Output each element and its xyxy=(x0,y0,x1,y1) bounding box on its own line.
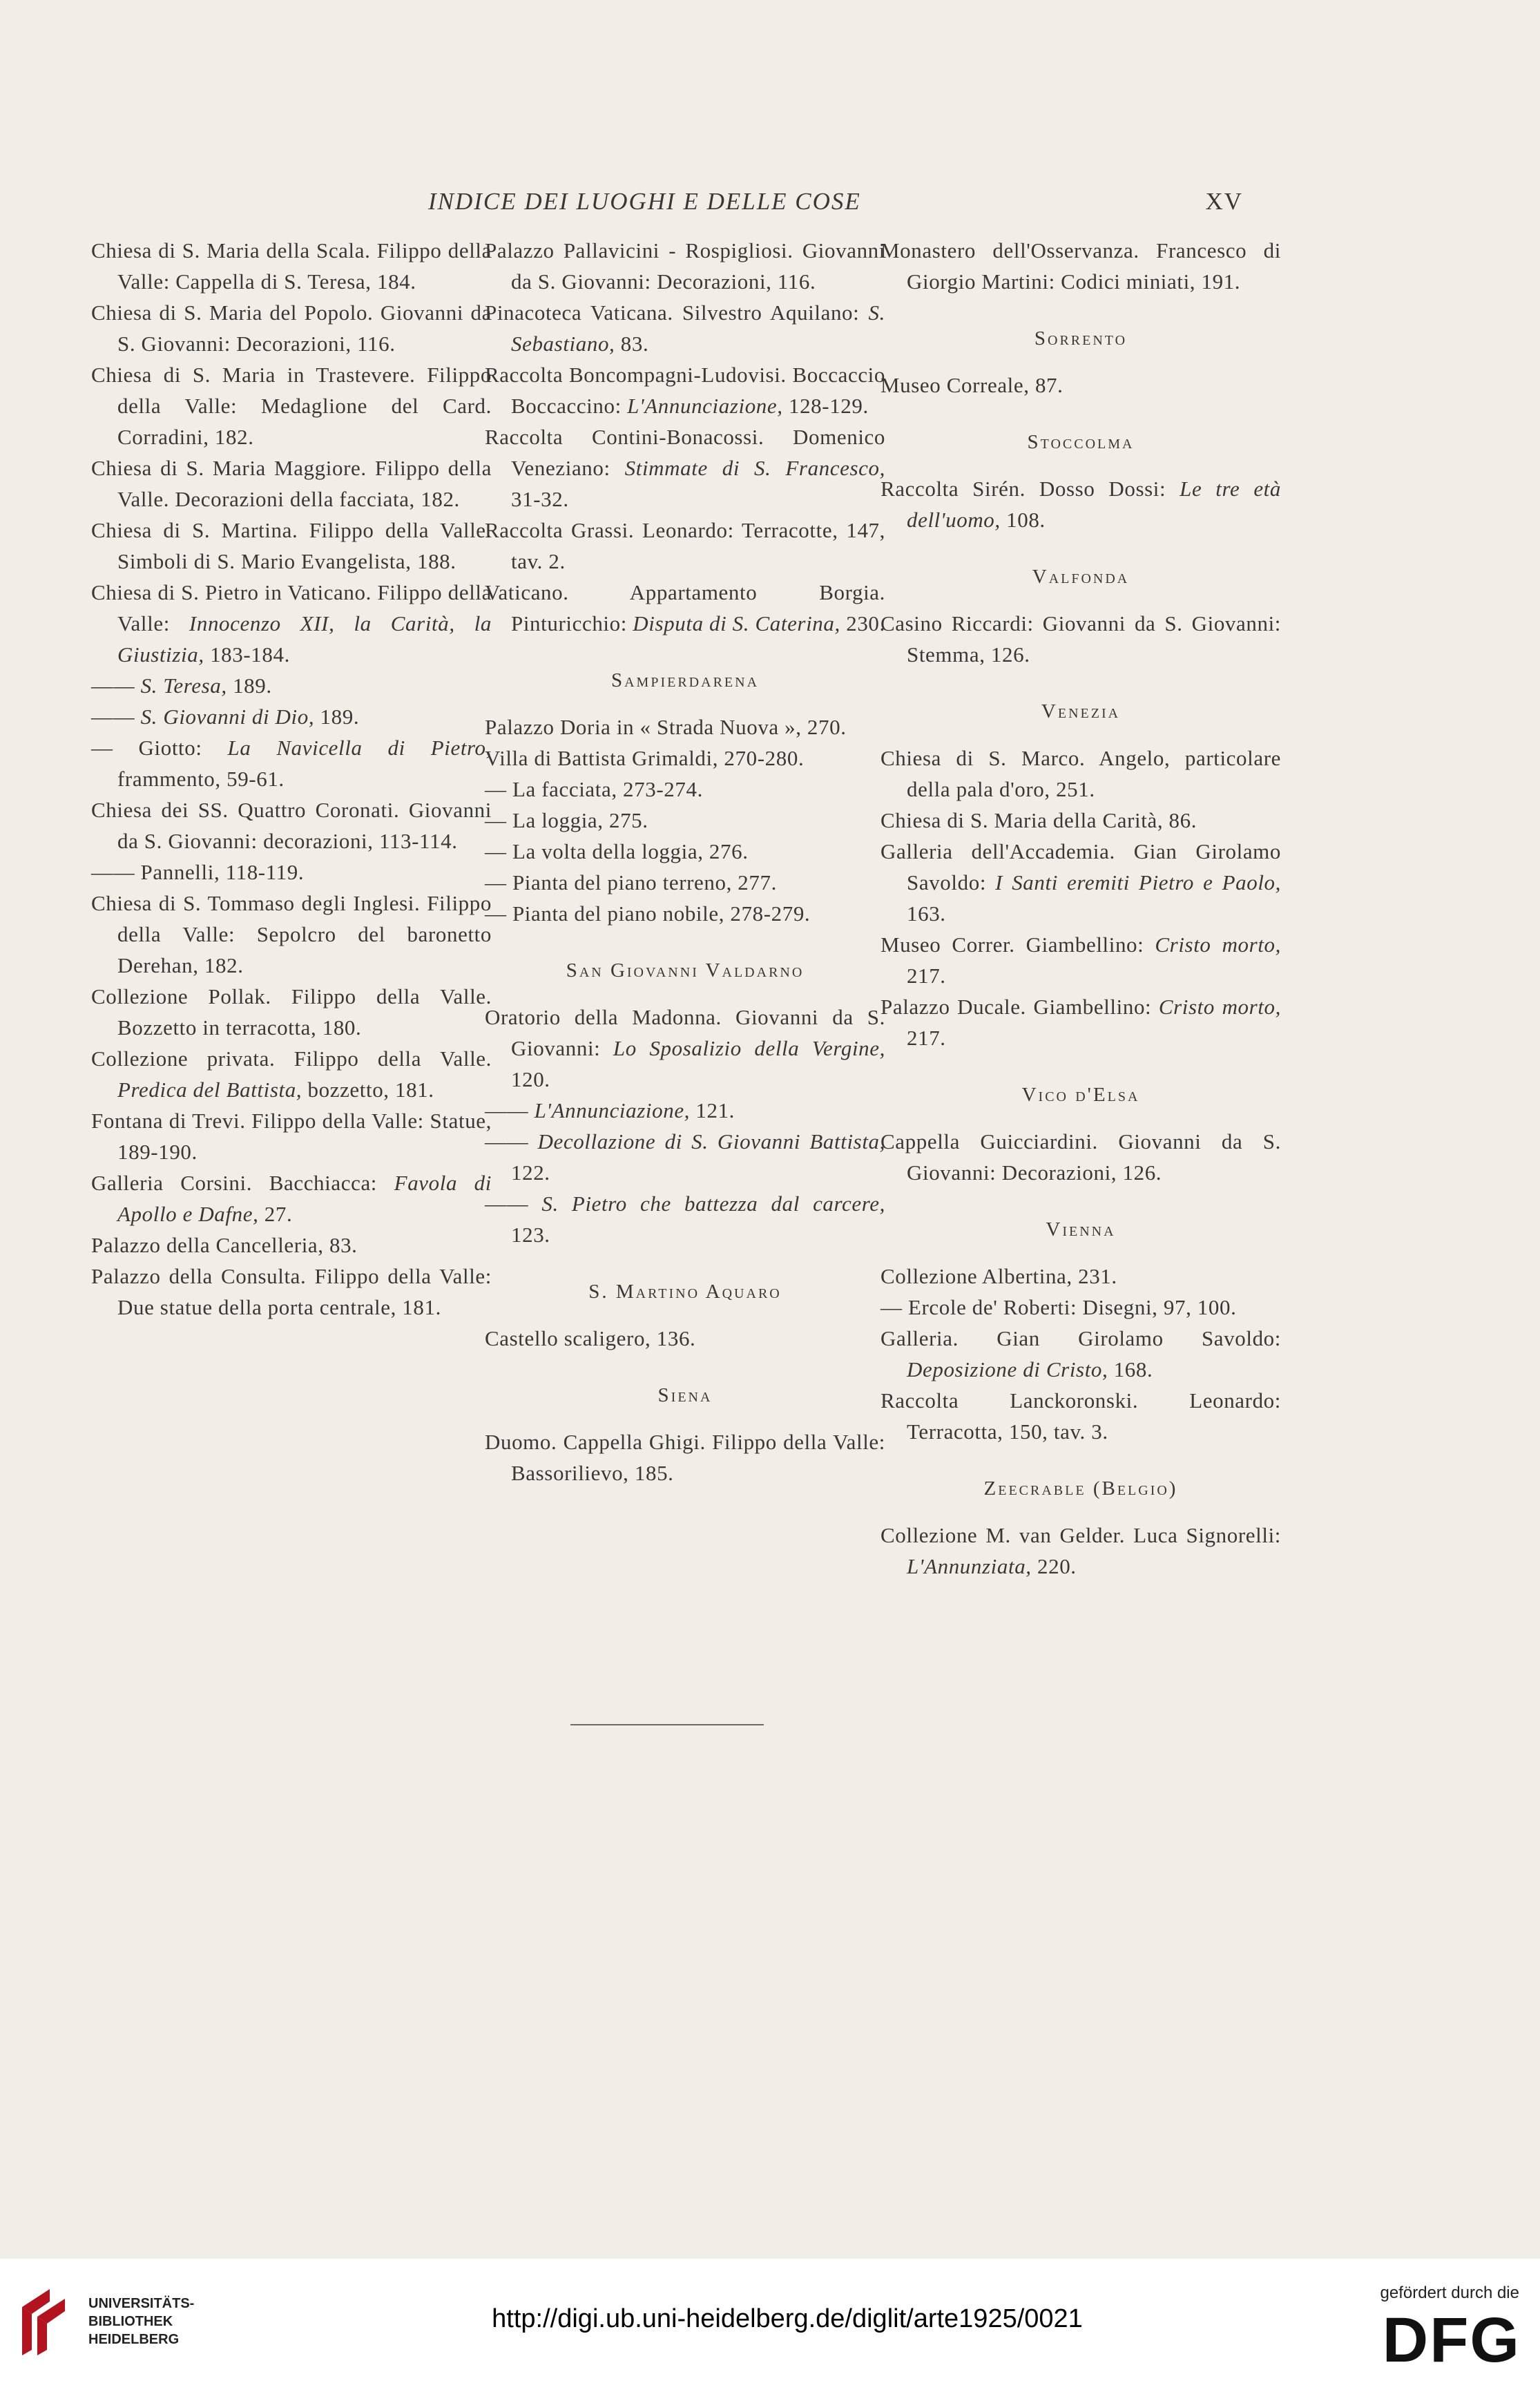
entry-text: —— xyxy=(91,705,141,729)
work-title: Disputa di S. Caterina, xyxy=(633,611,840,635)
index-entry xyxy=(880,1292,1281,1323)
index-entry xyxy=(880,1126,1281,1188)
entry-text: Galleria. Gian Girolamo Savoldo: xyxy=(880,1326,1281,1350)
work-title: S. Pietro che battezza dal carcere, xyxy=(541,1192,885,1216)
index-entry xyxy=(485,805,885,836)
digitization-footer xyxy=(0,2259,1540,2383)
index-entry xyxy=(880,743,1281,805)
work-title: S. Giovanni di Dio, xyxy=(140,705,315,729)
entry-text: —— xyxy=(485,1192,542,1216)
place-heading: Vienna xyxy=(1046,1218,1116,1241)
entry-text: Palazzo Ducale. Giambellino: xyxy=(880,995,1159,1019)
index-entry xyxy=(880,235,1281,297)
work-title: Predica del Battista, xyxy=(117,1078,302,1102)
end-rule xyxy=(570,1724,764,1725)
index-entry xyxy=(485,297,885,359)
entry-text: 217. xyxy=(907,964,946,988)
entry-text: Palazzo della Consulta. Filippo della Valle: Due statue della porta centrale, 181. xyxy=(91,1264,492,1319)
entry-text: Chiesa di S. Maria del Popolo. Giovanni da S. Giovanni: Decorazioni, 116. xyxy=(91,300,492,356)
entry-text: 27. xyxy=(258,1202,293,1226)
index-entry xyxy=(880,473,1281,535)
entry-text: 217. xyxy=(907,1026,946,1050)
index-entry xyxy=(880,1261,1281,1292)
library-name-line: HEIDELBERG xyxy=(88,2332,180,2347)
index-entry xyxy=(880,991,1281,1053)
entry-text: Museo Correr. Giambellino: xyxy=(880,932,1155,957)
running-header xyxy=(428,188,1243,216)
entry-text: Fontana di Trevi. Filippo della Valle: Statue, 189-190. xyxy=(91,1109,492,1164)
index-entry xyxy=(91,732,492,794)
place-heading: Venezia xyxy=(1041,700,1121,722)
index-entry xyxy=(880,1520,1281,1582)
place-heading: Vico d'Elsa xyxy=(1021,1084,1140,1106)
entry-text: Chiesa dei SS. Quattro Coronati. Giovanni da S. Giovanni: decorazioni, 113-114. xyxy=(91,798,492,853)
index-entry xyxy=(91,670,492,701)
work-title: Le tre età dell'uomo, xyxy=(907,477,1281,532)
index-entry xyxy=(91,1229,492,1261)
entry-text: — Pianta del piano nobile, 278-279. xyxy=(485,901,811,926)
entry-text: —— xyxy=(91,673,141,698)
work-title: Cristo morto, xyxy=(1155,932,1281,957)
work-title: I Santi eremiti Pietro e Paolo, xyxy=(995,870,1281,894)
work-title: Stimmate di S. Francesco, xyxy=(624,456,885,480)
entry-text: Raccolta Contini-Bonacossi. Domenico Veneziano: xyxy=(485,425,885,480)
entry-text: 122. xyxy=(511,1160,550,1185)
index-entry xyxy=(91,1167,492,1229)
entry-text: Collezione M. van Gelder. Luca Signorelli: xyxy=(880,1523,1281,1547)
index-entry xyxy=(485,359,885,421)
index-entry xyxy=(880,1323,1281,1385)
entry-text: Collezione Pollak. Filippo della Valle. Bozzetto in terracotta, 180. xyxy=(91,984,492,1040)
entry-text: 163. xyxy=(907,901,946,926)
index-entry xyxy=(91,888,492,981)
page-title: INDICE DEI LUOGHI E DELLE COSE xyxy=(428,188,861,215)
index-entry xyxy=(485,867,885,898)
entry-text: Museo Correale, 87. xyxy=(880,373,1063,397)
entry-text: 123. xyxy=(511,1223,550,1247)
entry-text: Pinacoteca Vaticana. Silvestro Aquilano: xyxy=(485,300,869,325)
entry-text: Vaticano. Appartamento Borgia. Pinturicchio: xyxy=(485,580,885,635)
entry-text: — Giotto: xyxy=(91,736,228,760)
entry-text: —— xyxy=(485,1098,535,1122)
entry-text: —— Pannelli, 118-119. xyxy=(91,860,305,884)
index-entry xyxy=(91,701,492,732)
library-name xyxy=(88,2295,194,2348)
place-heading: Zeecrable (Belgio) xyxy=(983,1477,1178,1500)
entry-text: 128-129. xyxy=(782,394,869,418)
place-heading: Sorrento xyxy=(1034,327,1128,350)
index-entry xyxy=(91,981,492,1043)
index-entry xyxy=(485,1002,885,1095)
library-logo-icon xyxy=(17,2286,77,2358)
place-heading: Sampierdarena xyxy=(610,669,760,691)
index-entry xyxy=(880,370,1281,401)
entry-text: — La facciata, 273-274. xyxy=(485,777,703,801)
index-entry xyxy=(880,608,1281,670)
index-entry xyxy=(485,235,885,297)
entry-text: Raccolta Boncompagni-Ludovisi. Boccaccio Boccaccino: xyxy=(485,363,885,418)
entry-text: Villa di Battista Grimaldi, 270-280. xyxy=(485,746,805,770)
entry-text: Castello scaligero, 136. xyxy=(485,1326,696,1350)
index-entry xyxy=(485,711,885,743)
index-entry xyxy=(485,1188,885,1250)
index-entry xyxy=(485,836,885,867)
entry-text: bozzetto, 181. xyxy=(302,1078,434,1102)
index-entry xyxy=(485,577,885,639)
index-entry xyxy=(91,1261,492,1323)
page-number: XV xyxy=(1205,188,1243,215)
work-title: Lo Sposalizio della Vergine, xyxy=(613,1036,885,1060)
entry-text: Chiesa di S. Maria in Trastevere. Filippo della Valle: Medaglione del Card. Corradini, 182. xyxy=(91,363,492,449)
library-name-line: UNIVERSITÄTS- xyxy=(88,2296,195,2311)
index-entry xyxy=(91,297,492,359)
entry-text: Chiesa di S. Tommaso degli Inglesi. Filippo della Valle: Sepolcro del baronetto Derehan, 182. xyxy=(91,891,492,977)
source-url-link[interactable]: http://digi.ub.uni-heidelberg.de/diglit/arte1925/0021 xyxy=(492,2304,1083,2333)
place-heading: San Giovanni Valdarno xyxy=(566,959,805,982)
work-title: Favola di Apollo e Dafne, xyxy=(117,1171,492,1226)
work-title: Deposizione di Cristo, xyxy=(907,1357,1108,1381)
index-entry xyxy=(91,794,492,856)
index-entry xyxy=(91,359,492,452)
entry-text: 168. xyxy=(1108,1357,1153,1381)
work-title: S. Sebastiano, xyxy=(511,300,885,356)
entry-text: 183-184. xyxy=(204,642,290,667)
entry-text: 120. xyxy=(511,1067,550,1091)
entry-text: Chiesa di S. Martina. Filippo della Valle. Simboli di S. Mario Evangelista, 188. xyxy=(91,518,492,573)
entry-text: Duomo. Cappella Ghigi. Filippo della Valle: Bassorilievo, 185. xyxy=(485,1430,885,1485)
index-entry xyxy=(485,1126,885,1188)
entry-text: 189. xyxy=(227,673,272,698)
entry-text: Galleria Corsini. Bacchiacca: xyxy=(91,1171,394,1195)
entry-text: 230. xyxy=(840,611,885,635)
entry-text: — Pianta del piano terreno, 277. xyxy=(485,870,777,894)
place-heading: Stoccolma xyxy=(1027,431,1135,453)
place-heading: Siena xyxy=(657,1384,713,1406)
place-heading: S. Martino Aquaro xyxy=(588,1281,782,1303)
index-entry xyxy=(485,1095,885,1126)
index-entry xyxy=(91,235,492,297)
entry-text: 108. xyxy=(1000,508,1046,532)
index-entry xyxy=(485,515,885,577)
dfg-logo: DFG xyxy=(1382,2305,1521,2375)
entry-text: frammento, 59-61. xyxy=(117,767,285,791)
index-entry xyxy=(880,805,1281,836)
work-title: Innocenzo XII, la Carità, la Giustizia, xyxy=(117,611,492,667)
work-title: L'Annunciazione, xyxy=(534,1098,691,1122)
entry-text: Chiesa di S. Maria della Carità, 86. xyxy=(880,808,1197,832)
work-title: Cristo morto, xyxy=(1158,995,1281,1019)
index-entry xyxy=(91,1043,492,1105)
index-entry xyxy=(880,1385,1281,1447)
entry-text: Chiesa di S. Maria Maggiore. Filippo della Valle. Decorazioni della facciata, 182. xyxy=(91,456,492,511)
funding-caption: gefördert durch die xyxy=(1380,2284,1519,2302)
entry-text: — La loggia, 275. xyxy=(485,808,648,832)
entry-text: —— xyxy=(485,1129,538,1154)
work-title: L'Annunziata, xyxy=(907,1554,1032,1578)
entry-text: — Ercole de' Roberti: Disegni, 97, 100. xyxy=(880,1295,1237,1319)
library-name-line: BIBLIOTHEK xyxy=(88,2314,173,2329)
index-column-2 xyxy=(485,235,885,1489)
entry-text: Collezione privata. Filippo della Valle. xyxy=(91,1046,492,1071)
entry-text: Casino Riccardi: Giovanni da S. Giovanni: Stemma, 126. xyxy=(880,611,1281,667)
entry-text: Cappella Guicciardini. Giovanni da S. Giovanni: Decorazioni, 126. xyxy=(880,1129,1281,1185)
index-column-3 xyxy=(880,235,1281,1582)
entry-text: Galleria dell'Accademia. Gian Girolamo Savoldo: xyxy=(880,839,1281,894)
entry-text: Raccolta Lanckoronski. Leonardo: Terracotta, 150, tav. 3. xyxy=(880,1388,1281,1444)
index-entry xyxy=(91,1105,492,1167)
entry-text: Monastero dell'Osservanza. Francesco di Giorgio Martini: Codici miniati, 191. xyxy=(880,238,1281,294)
entry-text: 189. xyxy=(314,705,360,729)
index-entry xyxy=(485,743,885,774)
work-title: Decollazione di S. Giovanni Battista, xyxy=(537,1129,885,1154)
index-entry xyxy=(485,898,885,929)
entry-text: Oratorio della Madonna. Giovanni da S. Giovanni: xyxy=(485,1005,885,1060)
work-title: L'Annunciazione, xyxy=(627,394,783,418)
work-title: La Navicella di Pietro, xyxy=(227,736,492,760)
entry-text: Collezione Albertina, 231. xyxy=(880,1264,1117,1288)
index-entry xyxy=(880,929,1281,991)
index-entry xyxy=(485,1323,885,1354)
entry-text: Palazzo della Cancelleria, 83. xyxy=(91,1233,358,1257)
place-heading: Valfonda xyxy=(1032,566,1130,588)
entry-text: 121. xyxy=(690,1098,735,1122)
entry-text: Palazzo Doria in « Strada Nuova », 270. xyxy=(485,715,847,739)
index-entry xyxy=(880,836,1281,929)
entry-text: Chiesa di S. Maria della Scala. Filippo della Valle: Cappella di S. Teresa, 184. xyxy=(91,238,492,294)
entry-text: Raccolta Grassi. Leonardo: Terracotte, 147, tav. 2. xyxy=(485,518,885,573)
entry-text: 31-32. xyxy=(511,487,569,511)
index-entry xyxy=(91,577,492,670)
index-entry xyxy=(485,774,885,805)
work-title: S. Teresa, xyxy=(140,673,227,698)
index-entry xyxy=(91,856,492,888)
index-column-1 xyxy=(91,235,492,1323)
entry-text: — La volta della loggia, 276. xyxy=(485,839,749,863)
index-entry xyxy=(485,421,885,515)
index-entry xyxy=(91,452,492,515)
entry-text: 220. xyxy=(1031,1554,1077,1578)
entry-text: Chiesa di S. Pietro in Vaticano. Filippo della Valle: xyxy=(91,580,492,635)
index-entry xyxy=(485,1426,885,1489)
entry-text: Raccolta Sirén. Dosso Dossi: xyxy=(880,477,1180,501)
entry-text: Chiesa di S. Marco. Angelo, particolare della pala d'oro, 251. xyxy=(880,746,1281,801)
entry-text: Palazzo Pallavicini - Rospigliosi. Giovanni da S. Giovanni: Decorazioni, 116. xyxy=(485,238,885,294)
entry-text: 83. xyxy=(615,332,649,356)
index-entry xyxy=(91,515,492,577)
